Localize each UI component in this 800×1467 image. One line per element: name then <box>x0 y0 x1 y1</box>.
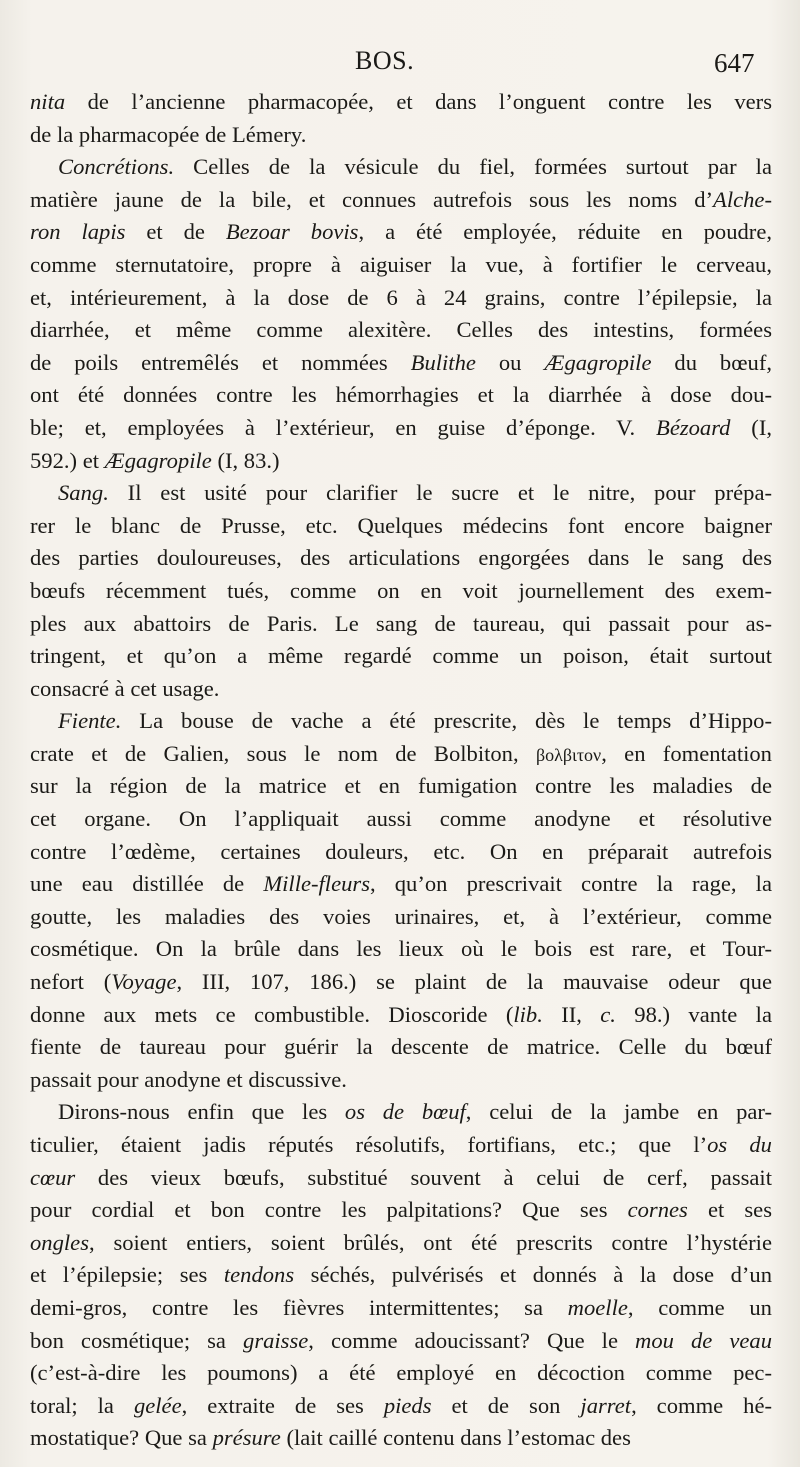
italic-text: Bezoar bovis <box>225 219 359 245</box>
text-line <box>30 999 772 1032</box>
text-line <box>30 510 772 543</box>
text-run: une eau distillée de <box>30 871 264 897</box>
text-run: du bœuf, <box>651 349 773 375</box>
text-line <box>30 1031 772 1064</box>
text-line <box>30 1422 772 1455</box>
text-run: sur la région de la matrice et en fumigation contre les maladies de <box>30 773 772 799</box>
text-run: cet organe. On l’appliquait aussi comme anodyne et résolutive <box>30 806 772 832</box>
text-line <box>30 314 772 347</box>
text-run: diarrhée, et même comme alexitère. Celles des intestins, formées <box>30 317 772 343</box>
text-run: comme sternutatoire, propre à aiguiser la vue, à fortifier le cerveau, <box>30 251 772 277</box>
italic-text: ron lapis <box>30 219 126 245</box>
italic-text: os du <box>707 1132 772 1157</box>
text-line <box>30 1064 772 1097</box>
italic-text: Ægagropile <box>104 447 212 473</box>
text-run: , en fomentation <box>601 740 772 766</box>
text-run: ont été données contre les hémorrhagies et la diarrhée à dose dou- <box>30 382 772 408</box>
text-run: , celui de la jambe en par- <box>465 1099 773 1125</box>
text-run: , comme adoucissant? Que le <box>308 1327 636 1353</box>
text-run: La bouse de vache a été prescrite, dès le temps d’Hippo- <box>121 708 772 734</box>
greek-text: βολβιτον <box>535 744 602 765</box>
text-run: , comme un <box>627 1294 772 1320</box>
text-line <box>30 1357 772 1390</box>
text-line <box>30 966 772 999</box>
text-run: et, intérieurement, à la dose de 6 à 24 grains, contre l’épilepsie, la <box>30 284 772 310</box>
text-run: Il est usité pour clarifier le sucre et le nitre, pour prépa- <box>108 480 772 506</box>
text-run: ble; et, employées à l’extérieur, en guise d’éponge. V. <box>30 414 657 440</box>
text-line <box>30 868 772 901</box>
text-run: bœufs récemment tués, comme on en voit journellement des exem- <box>30 577 772 603</box>
text-run: ticulier, étaient jadis réputés résolutifs, fortifians, etc.; que l’ <box>30 1132 708 1157</box>
italic-text: cornes <box>627 1197 688 1223</box>
text-line <box>30 705 772 738</box>
text-line <box>30 673 772 706</box>
text-line <box>30 151 772 184</box>
text-line <box>30 1325 772 1358</box>
text-run: bon cosmétique; sa <box>30 1327 244 1353</box>
text-run: crate et de Galien, sous le nom de Bolbiton, <box>30 740 536 766</box>
italic-text: gelée <box>133 1392 182 1418</box>
italic-text: Fiente. <box>58 708 122 734</box>
italic-text: Ægagropile <box>544 349 652 375</box>
text-run: de poils entremêlés et nommées <box>30 349 411 375</box>
text-line <box>30 575 772 608</box>
text-run: , a été employée, réduite en poudre, <box>358 219 772 245</box>
text-line <box>30 803 772 836</box>
text-run: (I, <box>730 414 772 440</box>
text-run: Celles de la vésicule du fiel, formées surtout par la <box>174 154 772 180</box>
text-line <box>30 1227 772 1260</box>
text-line <box>30 1292 772 1325</box>
italic-text: tendons <box>223 1262 295 1288</box>
italic-text: Mille-fleurs <box>263 871 370 897</box>
text-line <box>30 901 772 934</box>
italic-text: graisse <box>243 1327 309 1353</box>
text-line <box>30 1162 772 1195</box>
text-line <box>30 184 772 217</box>
text-run: des vieux bœufs, substitué souvent à celui de cerf, passait <box>75 1164 772 1190</box>
text-line <box>30 1390 772 1423</box>
italic-text: moelle <box>567 1294 628 1320</box>
italic-text: pieds <box>383 1392 432 1418</box>
text-run: passait pour anodyne et discussive. <box>30 1066 347 1092</box>
text-run: fiente de taureau pour guérir la descente de matrice. Celle du bœuf <box>30 1034 772 1060</box>
italic-text: ongles <box>30 1229 89 1255</box>
text-line <box>30 640 772 673</box>
text-run: des parties douloureuses, des articulations engorgées dans le sang des <box>30 545 772 571</box>
text-line <box>30 412 772 445</box>
text-run: , qu’on prescrivait contre la rage, la <box>369 871 772 897</box>
italic-text: lib. <box>513 1001 543 1027</box>
italic-text: Bulithe <box>410 349 476 375</box>
italic-text: c. <box>600 1001 616 1027</box>
text-run: 98.) vante la <box>615 1001 772 1027</box>
text-run: toral; la <box>30 1392 134 1418</box>
running-head: BOS. <box>355 46 415 75</box>
italic-text: Bézoard <box>656 414 731 440</box>
text-run: contre l’œdème, certaines douleurs, etc. On en préparait autrefois <box>30 838 772 864</box>
text-line <box>30 119 772 152</box>
text-run: (lait caillé contenu dans l’estomac des <box>280 1425 631 1451</box>
text-run: , extraite de ses <box>181 1392 384 1418</box>
text-line <box>30 477 772 510</box>
text-run: et de son <box>431 1392 581 1418</box>
text-run: II, <box>542 1001 601 1027</box>
text-run: ou <box>475 349 545 375</box>
text-run: cosmétique. On la brûle dans les lieux où le bois est rare, et Tour- <box>30 936 772 962</box>
text-line <box>30 542 772 575</box>
italic-text: os de bœuf <box>344 1099 466 1125</box>
text-run: , III, 107, 186.) se plaint de la mauvaise odeur que <box>176 969 772 995</box>
text-run: pour cordial et bon contre les palpitations? Que ses <box>30 1197 628 1223</box>
text-run: consacré à cet usage. <box>30 675 220 701</box>
text-run: matière jaune de la bile, et connues autrefois sous les noms d’ <box>30 186 714 212</box>
text-line <box>30 1194 772 1227</box>
page-header <box>0 46 800 86</box>
text-run: séchés, pulvérisés et donnés à la dose d’un <box>294 1262 773 1288</box>
text-run: et l’épilepsie; ses <box>30 1262 224 1288</box>
text-run: tringent, et qu’on a même regardé comme un poison, était surtout <box>30 643 772 669</box>
text-run: donne aux mets ce combustible. Dioscoride ( <box>30 1001 514 1027</box>
text-line <box>30 249 772 282</box>
text-run: et ses <box>687 1197 773 1223</box>
text-run: nefort ( <box>30 969 112 995</box>
italic-text: jarret <box>580 1392 632 1418</box>
text-run: (I, 83.) <box>211 447 280 473</box>
text-run: de la pharmacopée de Lémery. <box>30 121 307 147</box>
italic-text: Sang. <box>58 480 109 506</box>
text-line <box>30 347 772 380</box>
text-run: goutte, les maladies des voies urinaires, et, à l’extérieur, comme <box>30 903 772 929</box>
text-line <box>30 282 772 315</box>
text-run: (c’est-à-dire les poumons) a été employé en décoction comme pec- <box>30 1360 772 1386</box>
italic-text: Alche- <box>713 186 772 212</box>
text-line <box>30 608 772 641</box>
italic-text: Voyage <box>111 969 177 995</box>
text-line <box>30 770 772 803</box>
italic-text: Concrétions. <box>58 154 175 180</box>
italic-text: nita <box>30 89 66 114</box>
body-text <box>30 86 772 1455</box>
text-run: , soient entiers, soient brûlés, ont été prescrits contre l’hystérie <box>89 1229 772 1255</box>
text-run: de l’ancienne pharmacopée, et dans l’onguent contre les vers <box>65 89 772 114</box>
text-run: rer le blanc de Prusse, etc. Quelques médecins font encore baigner <box>30 512 772 538</box>
text-run: Dirons-nous enfin que les <box>58 1099 345 1125</box>
italic-text: cœur <box>30 1164 76 1190</box>
text-line <box>30 216 772 249</box>
text-run: ples aux abattoirs de Paris. Le sang de taureau, qui passait pour as- <box>30 610 772 636</box>
italic-text: présure <box>212 1425 281 1451</box>
text-run: 592.) et <box>30 447 105 473</box>
text-line <box>30 1129 772 1162</box>
text-line <box>30 1096 772 1129</box>
italic-text: mou de veau <box>635 1327 772 1353</box>
text-line <box>30 445 772 478</box>
text-line <box>30 1259 772 1292</box>
page-number: 647 <box>714 48 755 78</box>
text-line <box>30 738 772 771</box>
text-run: mostatique? Que sa <box>30 1425 213 1451</box>
text-run: , comme hé- <box>631 1392 772 1418</box>
text-line <box>30 836 772 869</box>
text-line <box>30 86 772 119</box>
text-run: demi-gros, contre les fièvres intermittentes; sa <box>30 1294 568 1320</box>
text-line <box>30 379 772 412</box>
text-run: et de <box>125 219 226 245</box>
text-line <box>30 933 772 966</box>
